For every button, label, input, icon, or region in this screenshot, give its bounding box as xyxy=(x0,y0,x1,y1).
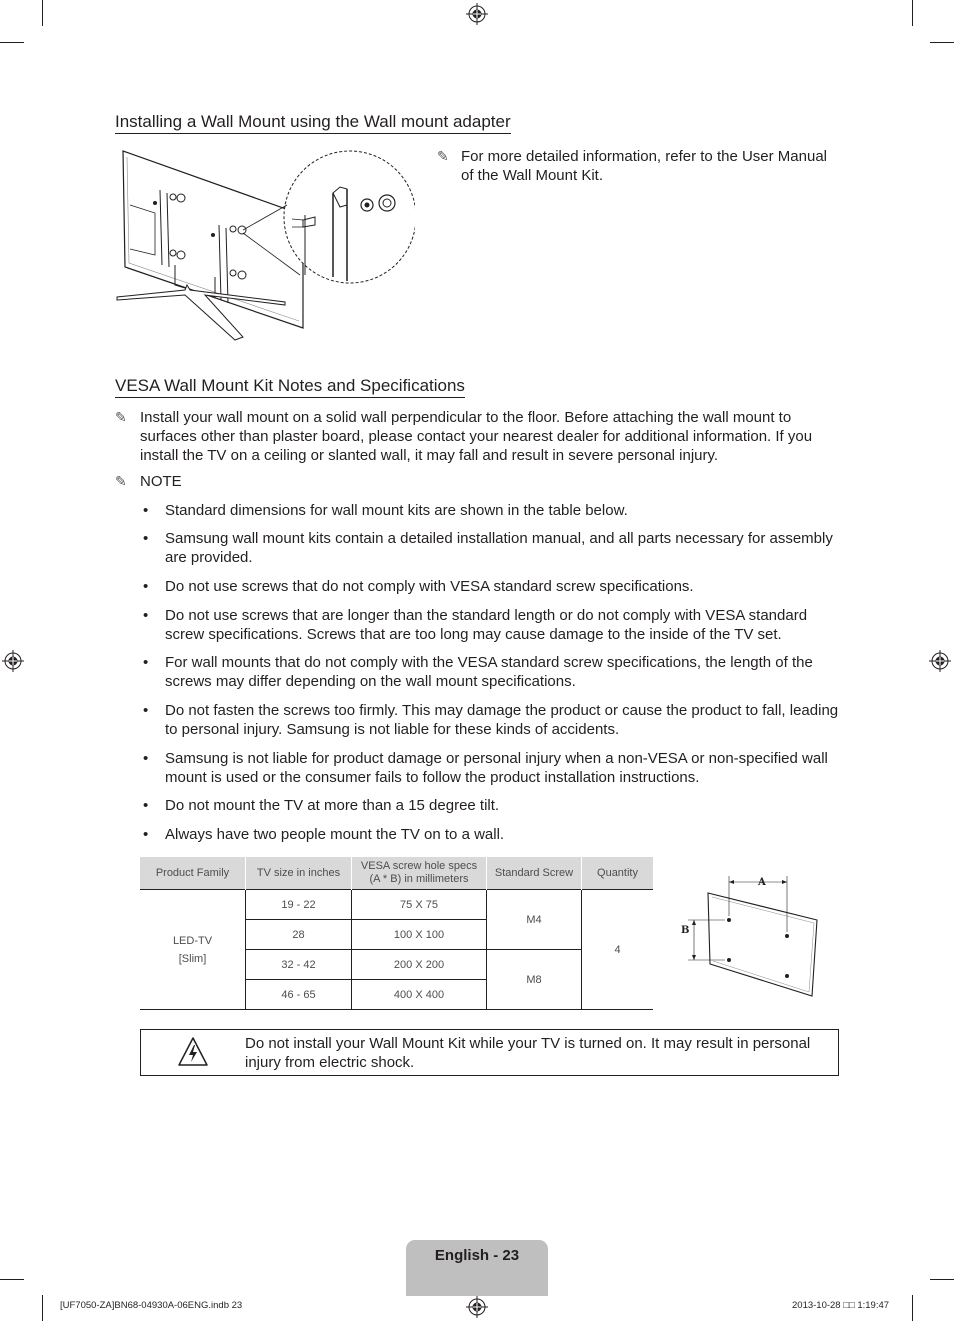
table-header: VESA screw hole specs (A * B) in millimeters xyxy=(352,857,487,890)
crop-mark xyxy=(42,0,43,26)
registration-mark-icon xyxy=(466,3,488,25)
vesa-cell: 100 X 100 xyxy=(352,920,487,950)
file-info: [UF7050-ZA]BN68-04930A-06ENG.indb 23 xyxy=(60,1300,243,1311)
vesa-cell: 75 X 75 xyxy=(352,890,487,920)
tv-size-cell: 28 xyxy=(246,920,352,950)
vesa-cell: 400 X 400 xyxy=(352,980,487,1010)
wall-mount-adapter-illustration xyxy=(115,145,415,345)
table-row xyxy=(140,890,653,920)
section-title-wall-mount-adapter: Installing a Wall Mount using the Wall mount adapter xyxy=(115,112,511,134)
dimension-label-a: A xyxy=(758,877,766,888)
tv-size-cell: 46 - 65 xyxy=(246,980,352,1010)
registration-mark-icon xyxy=(466,1296,488,1318)
crop-mark xyxy=(930,1279,954,1280)
warning-text: Do not install your Wall Mount Kit while your TV is turned on. It may result in personal injury from electric shock. xyxy=(245,1035,811,1071)
pencil-note-icon: ✎ xyxy=(437,148,449,164)
electric-shock-warning-icon xyxy=(177,1036,209,1068)
note-label: NOTE xyxy=(140,473,182,490)
page-number-tab xyxy=(406,1240,548,1296)
registration-mark-icon xyxy=(929,650,951,672)
section-title-vesa: VESA Wall Mount Kit Notes and Specifications xyxy=(115,376,465,398)
table-header-row xyxy=(140,857,653,890)
table-header: Standard Screw xyxy=(487,857,582,890)
tv-size-cell: 32 - 42 xyxy=(246,950,352,980)
print-timestamp: 2013-10-28 □□ 1:19:47 xyxy=(792,1300,890,1311)
crop-mark xyxy=(0,1279,24,1280)
crop-mark xyxy=(0,42,24,43)
dimension-label-b: B xyxy=(681,925,690,936)
vesa-cell: 200 X 200 xyxy=(352,950,487,980)
vesa-intro-note: Install your wall mount on a solid wall perpendicular to the floor. Before attaching the wall mount to surfaces other than plaster board, please contact your nearest dealer for additional information. If you install the TV on a ceiling or slanted wall, it may fall and result in severe personal injury. xyxy=(140,409,813,464)
table-header: Product Family xyxy=(140,857,246,890)
pencil-note-icon: ✎ xyxy=(115,473,127,489)
crop-mark xyxy=(42,1295,43,1321)
product-family-line: LED-TV xyxy=(172,934,213,947)
tv-size-cell: 19 - 22 xyxy=(246,890,352,920)
table-header: TV size in inches xyxy=(246,857,352,890)
page-number: English - 23 xyxy=(434,1247,520,1264)
product-family-cell xyxy=(140,890,246,1010)
crop-mark xyxy=(912,0,913,26)
vesa-hole-diagram xyxy=(672,868,832,1008)
warning-box xyxy=(140,1029,839,1076)
pencil-note-icon: ✎ xyxy=(115,409,127,425)
quantity-cell: 4 xyxy=(582,890,654,1010)
crop-mark xyxy=(912,1295,913,1321)
screw-cell: M8 xyxy=(487,950,582,1010)
screw-cell: M4 xyxy=(487,890,582,950)
vesa-spec-table xyxy=(140,857,653,1010)
crop-mark xyxy=(930,42,954,43)
table-header: Quantity xyxy=(582,857,654,890)
registration-mark-icon xyxy=(2,650,24,672)
product-family-line: [Slim] xyxy=(178,952,207,965)
wall-mount-kit-note: For more detailed information, refer to the User Manual of the Wall Mount Kit. xyxy=(461,148,827,184)
